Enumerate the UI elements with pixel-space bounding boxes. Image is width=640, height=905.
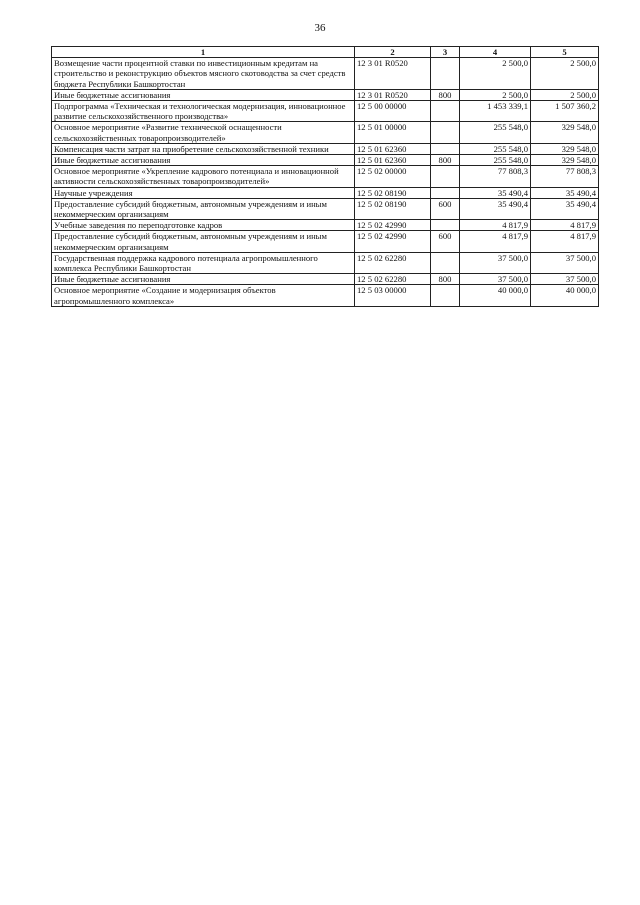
table-row [52, 220, 599, 231]
budget-table [51, 46, 599, 307]
row-code: 12 5 03 00000 [355, 285, 431, 306]
col-header-3: 3 [431, 47, 460, 58]
row-value-1: 35 490,4 [460, 187, 531, 198]
row-value-2: 37 500,0 [531, 252, 599, 273]
row-value-1: 37 500,0 [460, 252, 531, 273]
row-value-2: 329 548,0 [531, 122, 599, 143]
header-row [52, 47, 599, 58]
table-row [52, 155, 599, 166]
row-code: 12 5 02 00000 [355, 166, 431, 187]
table-row [52, 187, 599, 198]
row-code: 12 5 02 08190 [355, 198, 431, 219]
row-value-2: 35 490,4 [531, 187, 599, 198]
row-value-2: 329 548,0 [531, 143, 599, 154]
row-value-2: 37 500,0 [531, 274, 599, 285]
row-name: Государственная поддержка кадрового потенциала агропромышленного комплекса Республики Башкортостан [52, 252, 355, 273]
row-name: Основное мероприятие «Развитие технической оснащенности сельскохозяйственных товаропроизводителей» [52, 122, 355, 143]
row-code: 12 5 02 62280 [355, 252, 431, 273]
col-header-4: 4 [460, 47, 531, 58]
row-value-2: 1 507 360,2 [531, 101, 599, 122]
row-expense-type: 800 [431, 274, 460, 285]
table-row [52, 101, 599, 122]
table-row [52, 274, 599, 285]
row-name: Предоставление субсидий бюджетным, автономным учреждениям и иным некоммерческим организациям [52, 198, 355, 219]
row-expense-type [431, 166, 460, 187]
row-name: Иные бюджетные ассигнования [52, 274, 355, 285]
row-name: Иные бюджетные ассигнования [52, 89, 355, 100]
row-value-2: 4 817,9 [531, 220, 599, 231]
row-value-2: 2 500,0 [531, 89, 599, 100]
row-code: 12 5 01 62360 [355, 143, 431, 154]
row-expense-type [431, 122, 460, 143]
row-value-2: 4 817,9 [531, 231, 599, 252]
table-row [52, 285, 599, 306]
row-expense-type: 800 [431, 155, 460, 166]
row-code: 12 5 01 62360 [355, 155, 431, 166]
row-code: 12 3 01 R0520 [355, 58, 431, 90]
row-code: 12 5 02 42990 [355, 220, 431, 231]
row-name: Основное мероприятие «Укрепление кадрового потенциала и инновационной активности сельскохозяйственных товаропроизводителей» [52, 166, 355, 187]
table-row [52, 198, 599, 219]
row-name: Возмещение части процентной ставки по инвестиционным кредитам на строительство и реконструкцию объектов мясного скотоводства за счет средств бюджета Республики Башкортостан [52, 58, 355, 90]
page-number: 36 [314, 22, 326, 34]
row-code: 12 5 00 00000 [355, 101, 431, 122]
row-expense-type [431, 58, 460, 90]
row-expense-type [431, 101, 460, 122]
row-value-2: 35 490,4 [531, 198, 599, 219]
col-header-5: 5 [531, 47, 599, 58]
row-value-1: 2 500,0 [460, 89, 531, 100]
table-row [52, 166, 599, 187]
row-value-1: 255 548,0 [460, 122, 531, 143]
row-code: 12 5 01 00000 [355, 122, 431, 143]
row-value-1: 77 808,3 [460, 166, 531, 187]
table-row [52, 89, 599, 100]
row-code: 12 5 02 08190 [355, 187, 431, 198]
row-expense-type [431, 143, 460, 154]
row-value-2: 40 000,0 [531, 285, 599, 306]
row-expense-type [431, 285, 460, 306]
row-expense-type: 800 [431, 89, 460, 100]
row-value-1: 255 548,0 [460, 143, 531, 154]
row-expense-type [431, 252, 460, 273]
row-value-1: 40 000,0 [460, 285, 531, 306]
row-value-1: 4 817,9 [460, 231, 531, 252]
row-code: 12 5 02 62280 [355, 274, 431, 285]
row-expense-type [431, 187, 460, 198]
row-name: Иные бюджетные ассигнования [52, 155, 355, 166]
row-name: Научные учреждения [52, 187, 355, 198]
row-name: Компенсация части затрат на приобретение сельскохозяйственной техники [52, 143, 355, 154]
col-header-1: 1 [52, 47, 355, 58]
row-value-2: 2 500,0 [531, 58, 599, 90]
row-name: Подпрограмма «Техническая и технологическая модернизация, инновационное развитие сельскохозяйственного производства» [52, 101, 355, 122]
row-value-1: 37 500,0 [460, 274, 531, 285]
row-value-1: 4 817,9 [460, 220, 531, 231]
table-row [52, 231, 599, 252]
row-value-2: 77 808,3 [531, 166, 599, 187]
row-expense-type [431, 220, 460, 231]
table-row [52, 58, 599, 90]
col-header-2: 2 [355, 47, 431, 58]
row-code: 12 3 01 R0520 [355, 89, 431, 100]
row-name: Учебные заведения по переподготовке кадров [52, 220, 355, 231]
row-value-1: 2 500,0 [460, 58, 531, 90]
row-value-1: 35 490,4 [460, 198, 531, 219]
row-code: 12 5 02 42990 [355, 231, 431, 252]
row-value-1: 255 548,0 [460, 155, 531, 166]
table-row [52, 143, 599, 154]
row-name: Основное мероприятие «Создание и модернизация объектов агропромышленного комплекса» [52, 285, 355, 306]
table-row [52, 252, 599, 273]
row-name: Предоставление субсидий бюджетным, автономным учреждениям и иным некоммерческим организациям [52, 231, 355, 252]
row-expense-type: 600 [431, 198, 460, 219]
table-row [52, 122, 599, 143]
row-value-1: 1 453 339,1 [460, 101, 531, 122]
row-value-2: 329 548,0 [531, 155, 599, 166]
row-expense-type: 600 [431, 231, 460, 252]
